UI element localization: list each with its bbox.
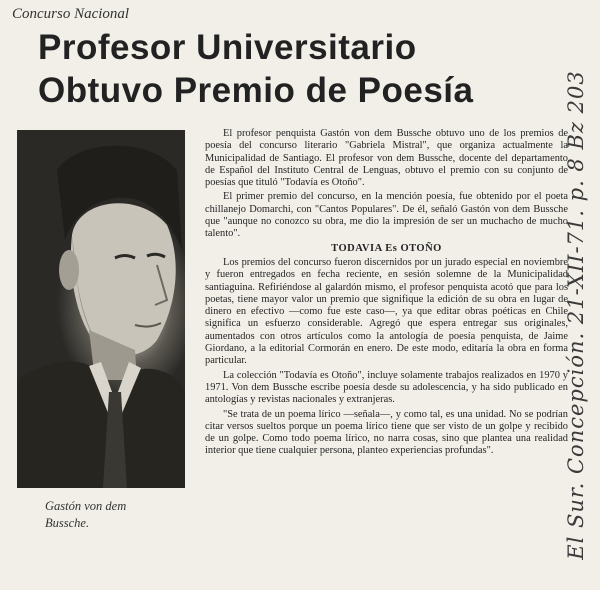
- caption-line-2: Bussche.: [45, 516, 90, 530]
- portrait-photo: [17, 130, 185, 488]
- handwritten-source-note: [554, 50, 598, 580]
- article-paragraph-3: Los premios del concurso fueron discernidos por un jurado especial en noviembre y fueron entregados en fecha reciente, en sesión solemne de la Municipalidad santiaguina. Refiriéndose al galardón mismo, el profesor penquista acotó que para los poetas, tiene mayor valor un premio que signifique la edición de su obra en lugar de dinero en efectivo —como fue este caso—, ya que editar obras poéticas en Chile significa un esfuerzo considerable. Agregó que espera entregar sus originales, aumentados con otros artículos como la antología de poesía penquista, de Jaime Giordano, a la editorial Cormorán en enero. De este modo, editaría la obra en forma particular.: [205, 256, 568, 367]
- article-subhead: TODAVIA Es OTOÑO: [331, 242, 442, 254]
- caption-line-1: Gastón von dem: [45, 499, 127, 513]
- article-paragraph-5: "Se trata de un poema lírico —señala—, y como tal, es una unidad. No se podrían citar versos sueltos porque un poema lírico tiene que ser visto de un golpe y recibido de un golpe. Como todo poema lírico, no narra cosas, sino que plantea una realidad interior que tiene cualquier persona, planteo experiencias profundas".: [205, 408, 568, 457]
- article-paragraph-4: La colección "Todavía es Otoño", incluye solamente trabajos realizados en 1970 y 1971. Von dem Bussche escribe poesía desde su adolescencia, y ha sido publicado en antologías y revistas nacionales y extranjeras.: [205, 369, 568, 406]
- headline: [38, 26, 558, 112]
- article-paragraph-1: El profesor penquista Gastón von dem Bussche obtuvo uno de los premios de poesía del concurso literario "Gabriela Mistral", que organiza actualmente la Municipalidad de Santiago. El profesor von dem Bussche, docente del departamento de Español del Instituto Central de Lenguas, obtuvo el premio con su conjunto de poesías que tituló "Todavía es Otoño".: [205, 128, 568, 189]
- photo-caption: [45, 498, 185, 532]
- portrait-illustration: [17, 130, 185, 488]
- headline-line-1: Profesor Universitario: [38, 28, 417, 67]
- handwritten-note-text: El Sur. Concepción. 21-XII-71. p. 8 Bz 203: [564, 70, 588, 560]
- headline-line-2: Obtuvo Premio de Poesía: [38, 71, 474, 110]
- section-kicker: Concurso Nacional: [12, 6, 130, 22]
- article-body: [205, 128, 568, 460]
- article-paragraph-2: El primer premio del concurso, en la mención poesía, fue obtenido por el poeta chillanejo Domarchi, con "Cantos Populares". De él, señaló Gastón von dem Bussche que "aunque no conozco su obra, me dio la impresión de ser un muchacho de mucho talento".: [205, 191, 568, 240]
